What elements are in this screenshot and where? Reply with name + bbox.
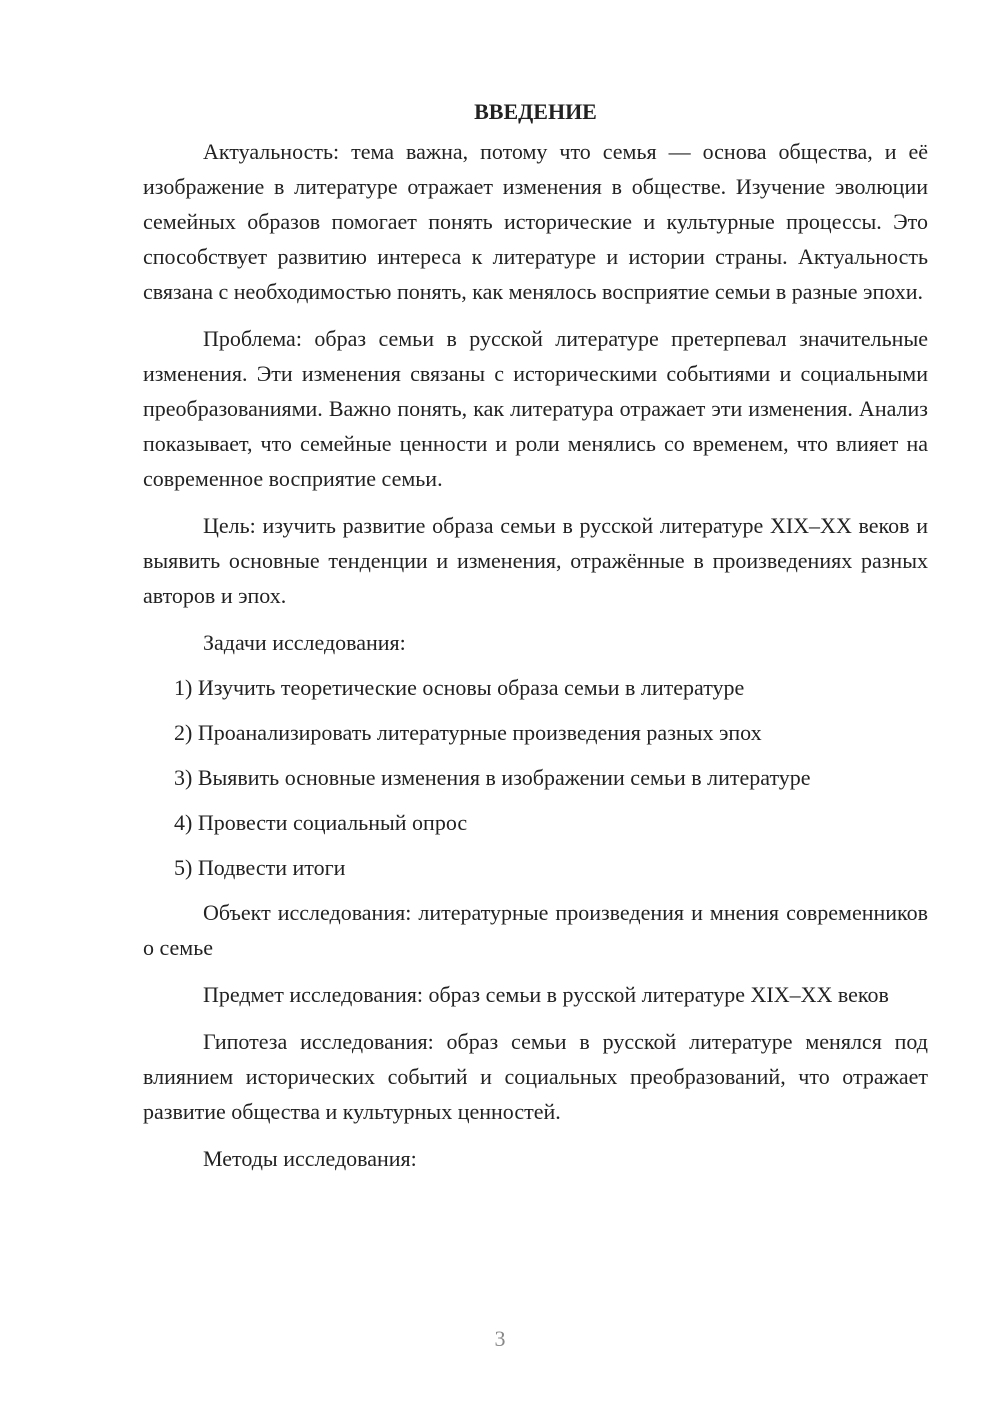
page-number: 3 (494, 1326, 506, 1351)
task-item: 3) Выявить основные изменения в изображении семьи в литературе (174, 765, 811, 790)
goal-paragraph: Цель: изучить развитие образа семьи в русской литературе XIX–XX веков и выявить основные тенденции и изменения, отражённые в произведениях разных авторов и эпох. (143, 513, 928, 608)
tasks-list (143, 670, 928, 885)
relevance-paragraph: Актуальность: тема важна, потому что семья — основа общества, и её изображение в литературе отражает изменения в обществе. Изучение эволюции семейных образов помогает понять исторические и культурные процессы. Это способствует развитию интереса к литературе и истории страны. Актуальность связана с необходимостью понять, как менялось восприятие семьи в разные эпохи. (143, 139, 928, 304)
subject-paragraph: Предмет исследования: образ семьи в русской литературе XIX–XX веков (203, 982, 889, 1007)
problem-paragraph: Проблема: образ семьи в русской литературе претерпевал значительные изменения. Эти изменения связаны с историческими событиями и социальными преобразованиями. Важно понять, как литература отражает эти изменения. Анализ показывает, что семейные ценности и роли менялись со временем, что влияет на современное восприятие семьи. (143, 326, 928, 491)
task-item: 4) Провести социальный опрос (174, 810, 468, 835)
task-item: 1) Изучить теоретические основы образа семьи в литературе (174, 675, 745, 700)
task-item: 5) Подвести итоги (174, 855, 346, 880)
task-item: 2) Проанализировать литературные произведения разных эпох (174, 720, 762, 745)
object-paragraph: Объект исследования: литературные произведения и мнения современников о семье (143, 900, 928, 960)
hypothesis-paragraph: Гипотеза исследования: образ семьи в русской литературе менялся под влиянием исторических событий и социальных преобразований, что отражает развитие общества и культурных ценностей. (143, 1029, 928, 1124)
methods-heading: Методы исследования: (203, 1146, 417, 1171)
page-content (143, 94, 928, 1188)
tasks-heading: Задачи исследования: (203, 630, 406, 655)
section-title: ВВЕДЕНИЕ (474, 99, 597, 124)
